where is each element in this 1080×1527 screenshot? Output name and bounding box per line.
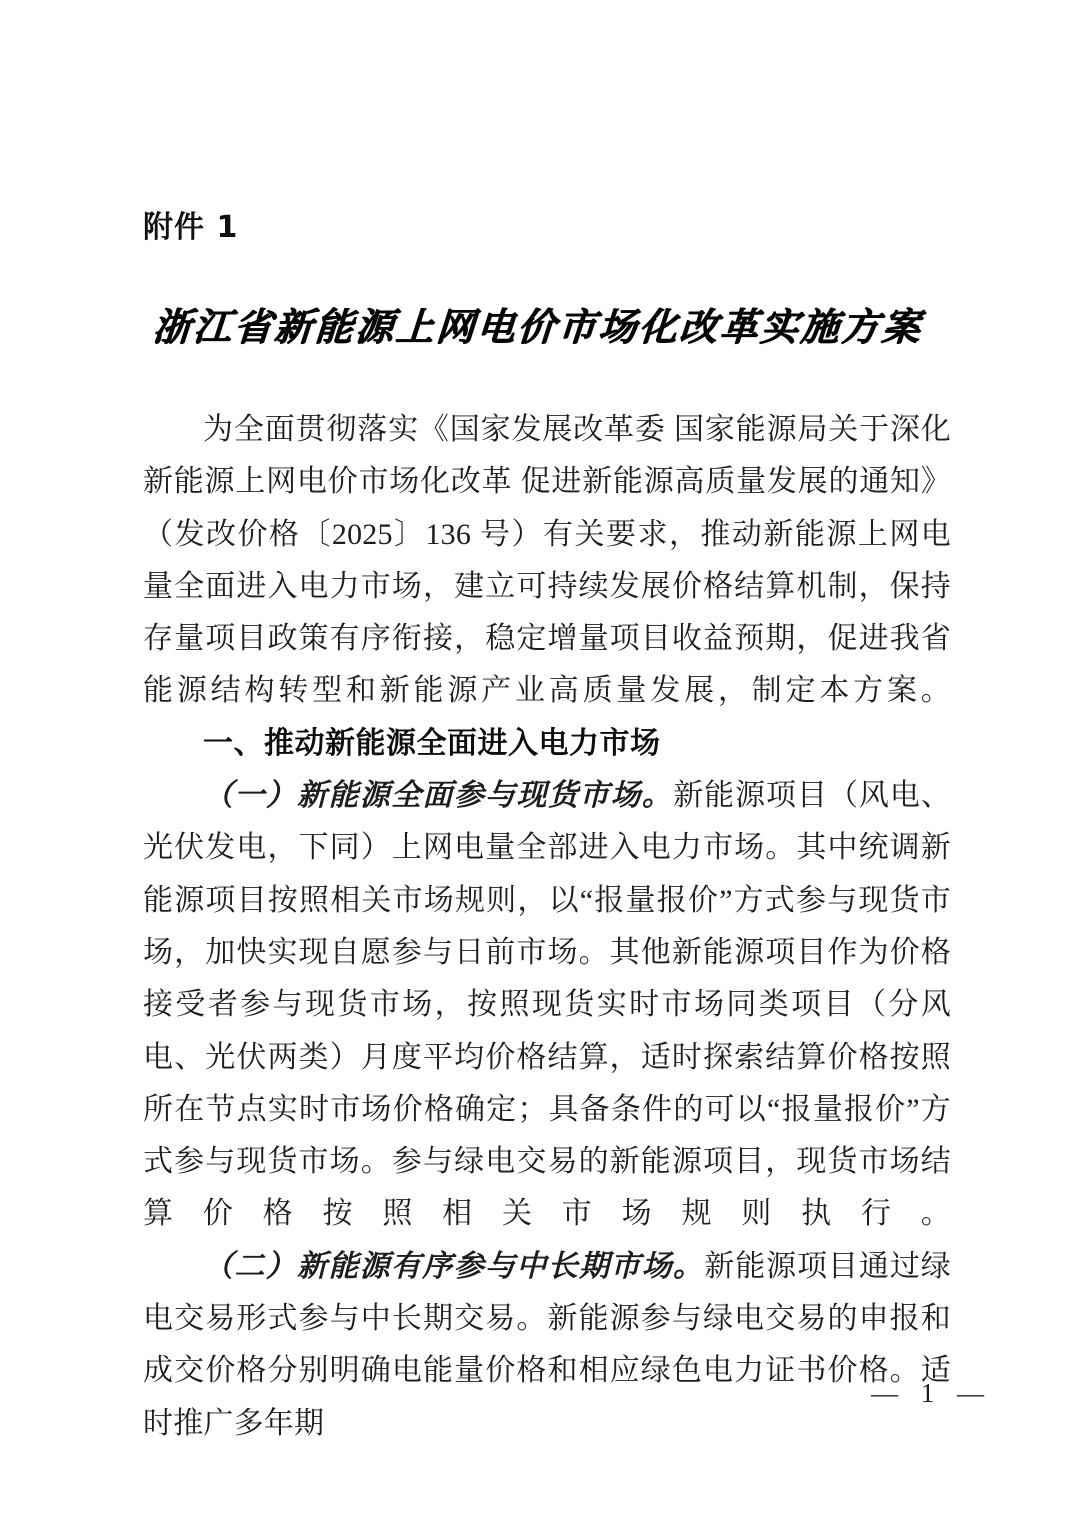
attachment-label: 附件 1 — [143, 210, 239, 245]
paragraph-item-2 — [143, 1241, 951, 1450]
item-2-lead-in: （二）新能源有序参与中长期市场。 — [203, 1248, 705, 1284]
item-1-body: 新能源项目（风电、光伏发电，下同）上网电量全部进入电力市场。其中统调新能源项目按照相关市场规则，以“报量报价”方式参与现货市场，加快实现自愿参与日前市场。其他新能源项目作为价格接受者参与现货市场，按照现货实时市场同类项目（分风电、光伏两类）月度平均价格结算，适时探索结算价格按照所在节点实时市场价格确定；具备条件的可以“报量报价”方式参与现货市场。参与绿电交易的新能源项目，现货市场结算价格按照相关市场规则执行。 — [143, 779, 951, 1231]
paragraph-preamble: 为全面贯彻落实《国家发展改革委 国家能源局关于深化新能源上网电价市场化改革 促进新能源高质量发展的通知》（发改价格〔2025〕136 号）有关要求，推动新能源上网电量全面进入电力市场，建立可持续发展价格结算机制，保持存量项目政策有序衔接，稳定增量项目收益预期，促进我省能源结构转型和新能源产业高质量发展，制定本方案。 — [143, 413, 951, 708]
item-2-body: 新能源项目通过绿电交易形式参与中长期交易。新能源参与绿电交易的申报和成交价格分别明确电能量价格和相应绿色电力证书价格。适时推广多年期 — [143, 1249, 951, 1440]
page-number-footer: — 1 — — [871, 1378, 992, 1408]
document-title: 浙江省新能源上网电价市场化改革实施方案 — [151, 304, 925, 349]
document-body — [143, 404, 951, 1450]
paragraph-item-1 — [143, 770, 951, 1241]
item-1-lead-in: （一）新能源全面参与现货市场。 — [203, 778, 674, 814]
section-heading-1: 一、推动新能源全面进入电力市场 — [203, 725, 661, 761]
